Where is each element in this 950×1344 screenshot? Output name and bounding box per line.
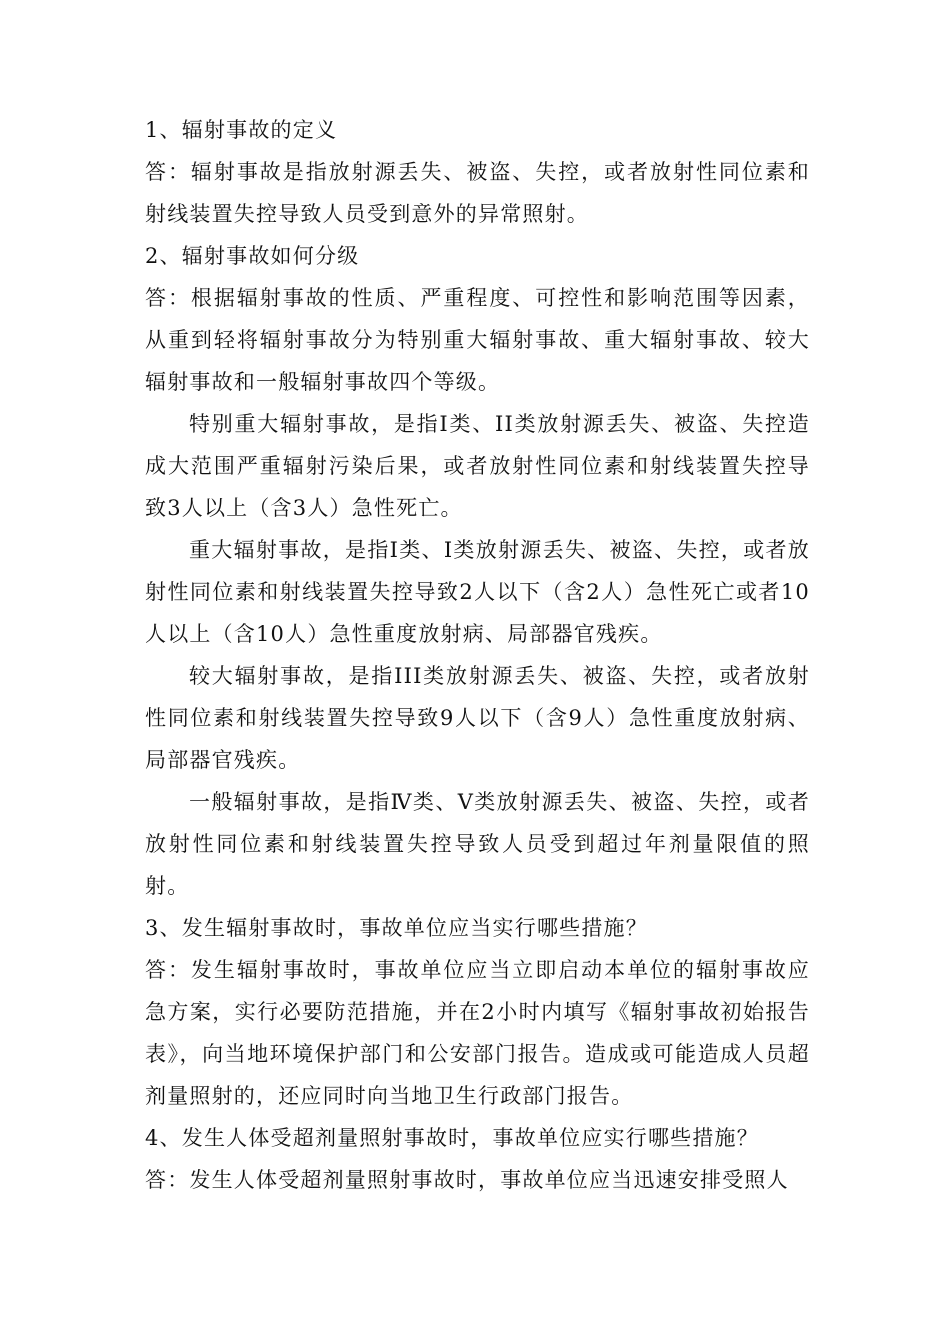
paragraph-larger: 较大辐射事故，是指III类放射源丢失、被盗、失控，或者放射性同位素和射线装置失控导致9人以下（含9人）急性重度放射病、局部器官残疾。: [145, 664, 810, 772]
paragraph-major: 重大辐射事故，是指Ⅰ类、Ⅰ类放射源丢失、被盗、失控，或者放射性同位素和射线装置失控导致2人以下（含2人）急性死亡或者10人以上（含10人）急性重度放射病、局部器官残疾。: [145, 538, 810, 646]
heading-q2: 2、辐射事故如何分级: [145, 244, 360, 268]
heading-q3: 3、发生辐射事故时，事故单位应当实行哪些措施？: [145, 916, 648, 940]
paragraph-especially-major: 特别重大辐射事故，是指Ⅰ类、II类放射源丢失、被盗、失控造成大范围严重辐射污染后果，或者放射性同位素和射线装置失控导致3人以上（含3人）急性死亡。: [145, 412, 810, 520]
heading-q4: 4、发生人体受超剂量照射事故时，事故单位应实行哪些措施？: [145, 1126, 759, 1150]
answer-q1: 答：辐射事故是指放射源丢失、被盗、失控，或者放射性同位素和射线装置失控导致人员受到意外的异常照射。: [145, 160, 810, 226]
paragraph-general: 一般辐射事故，是指Ⅳ类、Ⅴ类放射源丢失、被盗、失控，或者放射性同位素和射线装置失控导致人员受到超过年剂量限值的照射。: [145, 790, 810, 898]
answer-q3: 答：发生辐射事故时，事故单位应当立即启动本单位的辐射事故应急方案，实行必要防范措施，并在2小时内填写《辐射事故初始报告表》，向当地环境保护部门和公安部门报告。造成或可能造成人员超剂量照射的，还应同时向当地卫生行政部门报告。: [145, 958, 810, 1108]
document-body: [145, 109, 810, 1201]
answer-q4: 答：发生人体受超剂量照射事故时，事故单位应当迅速安排受照人: [145, 1168, 789, 1192]
heading-q1: 1、辐射事故的定义: [145, 118, 338, 142]
answer-q2: 答：根据辐射事故的性质、严重程度、可控性和影响范围等因素，从重到轻将辐射事故分为特别重大辐射事故、重大辐射事故、较大辐射事故和一般辐射事故四个等级。: [145, 286, 810, 394]
